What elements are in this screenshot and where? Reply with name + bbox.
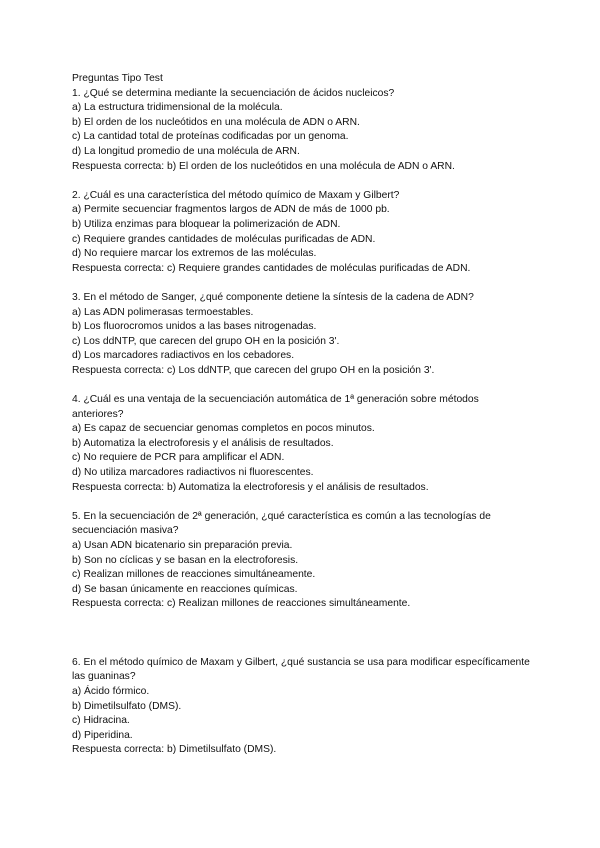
- answer-text: Respuesta correcta: c) Realizan millones de reacciones simultáneamente.: [72, 598, 411, 610]
- question-5: [72, 510, 532, 612]
- document-title: Preguntas Tipo Test: [72, 73, 163, 84]
- option-a: a) Las ADN polimerasas termoestables.: [72, 306, 254, 318]
- question-1: [72, 87, 532, 175]
- option-b: b) Son no cíclicas y se basan en la electroforesis.: [72, 554, 299, 566]
- option-d: d) Se basan únicamente en reacciones químicas.: [72, 583, 298, 595]
- answer-text: Respuesta correcta: b) El orden de los nucleótidos en una molécula de ADN o ARN.: [72, 160, 455, 172]
- option-a: a) Ácido fórmico.: [72, 685, 150, 697]
- option-c: c) No requiere de PCR para amplificar el ADN.: [72, 452, 285, 464]
- answer-text: Respuesta correcta: c) Los ddNTP, que carecen del grupo OH en la posición 3'.: [72, 364, 435, 376]
- question-2: [72, 189, 532, 277]
- document-content: [72, 72, 532, 758]
- question-6: [72, 656, 532, 758]
- question-3: [72, 291, 532, 379]
- answer-text: Respuesta correcta: c) Requiere grandes cantidades de moléculas purificadas de ADN.: [72, 262, 471, 274]
- question-text: 2. ¿Cuál es una característica del método químico de Maxam y Gilbert?: [72, 189, 400, 201]
- option-a: a) La estructura tridimensional de la molécula.: [72, 102, 283, 114]
- option-a: a) Permite secuenciar fragmentos largos de ADN de más de 1000 pb.: [72, 204, 390, 216]
- option-d: d) La longitud promedio de una molécula de ARN.: [72, 145, 300, 157]
- option-c: c) Los ddNTP, que carecen del grupo OH en la posición 3'.: [72, 335, 340, 347]
- option-d: d) Piperidina.: [72, 729, 133, 741]
- option-b: b) El orden de los nucleótidos en una molécula de ADN o ARN.: [72, 116, 360, 128]
- option-c: c) Hidracina.: [72, 715, 130, 727]
- option-c: c) Requiere grandes cantidades de moléculas purificadas de ADN.: [72, 233, 376, 245]
- option-d: d) No utiliza marcadores radiactivos ni fluorescentes.: [72, 467, 314, 479]
- question-text: 1. ¿Qué se determina mediante la secuenciación de ácidos nucleicos?: [72, 87, 395, 99]
- question-text: 3. En el método de Sanger, ¿qué componente detiene la síntesis de la cadena de ADN?: [72, 291, 474, 303]
- option-b: b) Los fluorocromos unidos a las bases nitrogenadas.: [72, 321, 317, 333]
- answer-text: Respuesta correcta: b) Dimetilsulfato (DMS).: [72, 744, 277, 756]
- option-c: c) Realizan millones de reacciones simultáneamente.: [72, 569, 316, 581]
- option-c: c) La cantidad total de proteínas codificadas por un genoma.: [72, 131, 349, 143]
- question-text: 4. ¿Cuál es una ventaja de la secuenciación automática de 1ª generación sobre métodos anteriores?: [72, 394, 479, 420]
- option-d: d) No requiere marcar los extremos de las moléculas.: [72, 248, 317, 260]
- option-b: b) Dimetilsulfato (DMS).: [72, 700, 182, 712]
- option-d: d) Los marcadores radiactivos en los cebadores.: [72, 350, 295, 362]
- option-a: a) Es capaz de secuenciar genomas completos en pocos minutos.: [72, 423, 375, 435]
- answer-text: Respuesta correcta: b) Automatiza la electroforesis y el análisis de resultados.: [72, 481, 429, 493]
- option-a: a) Usan ADN bicatenario sin preparación previa.: [72, 540, 293, 551]
- option-b: b) Automatiza la electroforesis y el análisis de resultados.: [72, 437, 334, 449]
- question-4: [72, 393, 532, 495]
- question-text: 5. En la secuenciación de 2ª generación, ¿qué característica es común a las tecnologías de secuenciación masiva?: [72, 510, 491, 537]
- option-b: b) Utiliza enzimas para bloquear la polimerización de ADN.: [72, 218, 341, 230]
- question-text: 6. En el método químico de Maxam y Gilbert, ¿qué sustancia se usa para modificar específicamente las guaninas?: [72, 656, 530, 683]
